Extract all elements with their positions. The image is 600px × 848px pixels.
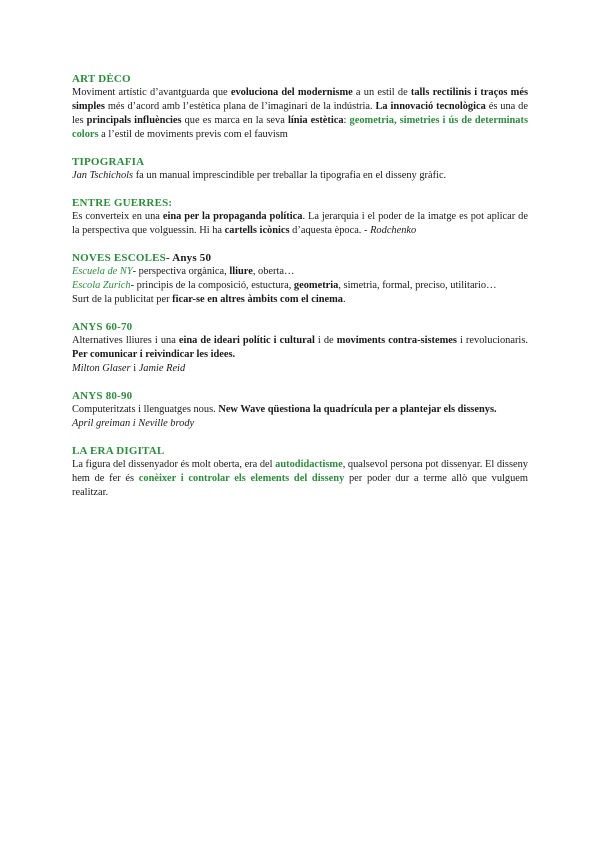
noves-line-2	[72, 279, 528, 293]
section-title-anys-80-90: ANYS 80-90	[72, 390, 133, 402]
document-page	[72, 72, 528, 513]
noves-line-3	[72, 293, 528, 307]
section-art-deco	[72, 72, 528, 142]
section-title-tipografia: TIPOGRAFIA	[72, 156, 145, 168]
text-run: .	[342, 294, 346, 305]
text-run: Alternatives lliures i una	[72, 335, 179, 346]
text-run: La figura del dissenyador és molt oberta, era del	[72, 459, 276, 470]
text-run: Es converteix en una	[72, 211, 163, 222]
text-run: Moviment artístic d’avantguarda que	[72, 87, 231, 98]
bold-run: eina per la propaganda política	[162, 211, 303, 222]
title-run: NOVES ESCOLES	[72, 252, 166, 264]
section-noves-escoles	[72, 251, 528, 307]
bold-run: eina de ideari polític i cultural	[178, 335, 315, 346]
bold-run: Per comunicar i reivindicar les idees.	[72, 349, 236, 360]
bold-run: evoluciona del modernisme	[230, 87, 353, 98]
bold-run: talls rectilinis i traços més simples	[72, 87, 528, 112]
text-run: Surt de la publicitat per	[72, 294, 173, 305]
highlight-italic-run: Escola Zurich	[72, 280, 131, 291]
bold-run: principals influències	[86, 115, 182, 126]
text-run: i de	[314, 335, 337, 346]
text-run: i revolucionaris.	[456, 335, 528, 346]
bold-run: cartells icònics	[224, 225, 290, 236]
anys-60-70-authors	[72, 362, 528, 376]
section-title-art-deco: ART DÈCO	[72, 73, 131, 85]
italic-run: April greiman i Neville brody	[72, 418, 195, 429]
section-era-digital	[72, 444, 528, 500]
italic-run: Jan Tschichols	[72, 170, 134, 181]
bold-run: lliure	[229, 266, 253, 277]
title-suffix: - Anys 50	[166, 252, 212, 264]
italic-run: Jamie Reid	[138, 363, 186, 374]
text-run: més d’acord amb l’estètica plana de l’imaginari de la indústria.	[104, 101, 376, 112]
tipografia-paragraph	[72, 169, 528, 183]
highlight-run: geometria, simetries i ús de determinats colors	[72, 115, 528, 140]
bold-run: ficar-se en altres àmbits com el cinema	[172, 294, 343, 305]
text-run: per poder dur a terme allò que vulguem realitzar.	[72, 473, 528, 498]
era-digital-paragraph	[72, 458, 528, 500]
anys-60-70-paragraph	[72, 334, 528, 362]
noves-line-1	[72, 265, 528, 279]
anys-80-90-authors	[72, 417, 528, 431]
text-run: - perspectiva orgànica,	[132, 266, 230, 277]
text-run: , simetria, formal, preciso, utilitario…	[338, 280, 497, 291]
bold-run: moviments contra-sistemes	[336, 335, 457, 346]
text-run: - principis de la composició, estuctura,	[130, 280, 294, 291]
anys-80-90-paragraph	[72, 403, 528, 417]
section-entre-guerres	[72, 196, 528, 238]
text-run: és una de les	[72, 101, 528, 126]
highlight-run: conèixer i controlar els elements del disseny	[138, 473, 345, 484]
section-anys-60-70	[72, 320, 528, 376]
bold-run: geometria	[293, 280, 339, 291]
art-deco-paragraph	[72, 86, 528, 142]
text-run: i	[130, 363, 139, 374]
entre-guerres-paragraph	[72, 210, 528, 238]
highlight-italic-run: Escuela de NY	[72, 266, 133, 277]
highlight-run: autodidactisme	[275, 459, 343, 470]
section-title-anys-60-70: ANYS 60-70	[72, 321, 133, 333]
text-run: que es marca en la seva	[181, 115, 288, 126]
text-run: a un estil de	[352, 87, 411, 98]
italic-run: Rodchenko	[370, 225, 417, 236]
text-run: :	[343, 115, 350, 126]
section-tipografia	[72, 155, 528, 183]
section-title-era-digital: LA ERA DIGITAL	[72, 445, 165, 457]
text-run: Computeritzats i llenguatges nous.	[72, 404, 219, 415]
section-anys-80-90	[72, 389, 528, 431]
bold-run: New Wave qüestiona la quadrícula per a plantejar els dissenys.	[218, 404, 497, 415]
text-run: . La jerarquia i el poder de la imatge es pot aplicar de la perspectiva que volguessin. Hi ha	[72, 211, 528, 236]
text-run: d’aquesta època. -	[289, 225, 371, 236]
bold-run: línia estètica	[287, 115, 344, 126]
text-run: fa un manual imprescindible per treballar la tipografia en el disseny gràfic.	[133, 170, 447, 181]
italic-run: Milton Glaser	[72, 363, 131, 374]
bold-run: La innovació tecnològica	[375, 101, 486, 112]
text-run: a l’estil de moviments previs com el fauvism	[98, 129, 288, 140]
section-title-entre-guerres: ENTRE GUERRES:	[72, 197, 173, 209]
text-run: , qualsevol persona pot dissenyar. El disseny hem de fer és	[72, 459, 528, 484]
section-title-noves-escoles	[72, 251, 528, 265]
text-run: , oberta…	[252, 266, 295, 277]
